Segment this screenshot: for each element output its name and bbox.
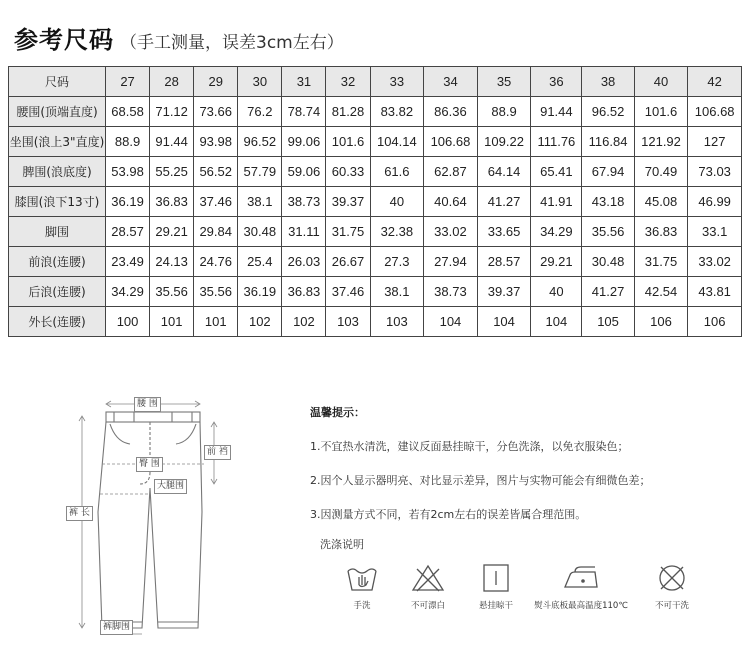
size-value-cell: 36.83: [634, 217, 688, 247]
size-value-cell: 73.66: [194, 97, 238, 127]
size-value-cell: 31.75: [326, 217, 370, 247]
measurement-label: 后浪(连腰): [9, 277, 106, 307]
size-value-cell: 101.6: [326, 127, 370, 157]
size-table: [8, 66, 742, 337]
size-value-cell: 36.19: [238, 277, 282, 307]
no-dry-clean-icon: [655, 563, 689, 593]
size-column-header: 32: [326, 67, 370, 97]
care-item-hand-wash: [334, 563, 390, 611]
hand-wash-icon: [345, 563, 379, 593]
length-label: 裤 长: [66, 506, 93, 521]
size-value-cell: 40: [531, 277, 582, 307]
care-title: 洗涤说明: [320, 538, 364, 551]
size-table-row: [9, 127, 742, 157]
size-value-cell: 40: [370, 187, 424, 217]
size-value-cell: 64.14: [477, 157, 531, 187]
size-value-cell: 60.33: [326, 157, 370, 187]
size-value-cell: 76.2: [238, 97, 282, 127]
size-value-cell: 46.99: [688, 187, 742, 217]
size-value-cell: 42.54: [634, 277, 688, 307]
measurement-label: 前浪(连腰): [9, 247, 106, 277]
front-rise-label: 前 裆: [204, 445, 231, 460]
measurement-label: 脚围: [9, 217, 106, 247]
tip-note-1: 1.不宜热水清洗，建议反面悬挂晾干，分色洗涤，以免衣服染色；: [310, 440, 629, 453]
size-column-header: 42: [688, 67, 742, 97]
size-value-cell: 34.29: [531, 217, 582, 247]
size-value-cell: 41.91: [531, 187, 582, 217]
size-value-cell: 38.1: [238, 187, 282, 217]
size-value-cell: 78.74: [282, 97, 326, 127]
size-value-cell: 36.83: [282, 277, 326, 307]
size-column-header: 34: [424, 67, 478, 97]
page-title: 参考尺码: [14, 26, 114, 54]
pants-diagram: [54, 392, 244, 640]
size-value-cell: 27.94: [424, 247, 478, 277]
size-value-cell: 106.68: [424, 127, 478, 157]
measurement-label: 腰围(顶端直度): [9, 97, 106, 127]
size-value-cell: 33.02: [688, 247, 742, 277]
hang-dry-icon: [479, 563, 513, 593]
size-value-cell: 103: [370, 307, 424, 337]
page-subtitle: （手工测量，误差3cm左右）: [120, 33, 344, 53]
size-value-cell: 23.49: [106, 247, 150, 277]
size-value-cell: 32.38: [370, 217, 424, 247]
size-value-cell: 26.67: [326, 247, 370, 277]
waist-label: 腰 围: [134, 397, 161, 412]
size-value-cell: 73.03: [688, 157, 742, 187]
tips-section: [310, 404, 740, 540]
size-value-cell: 57.79: [238, 157, 282, 187]
care-item-hang-dry: [468, 563, 524, 611]
size-value-cell: 43.81: [688, 277, 742, 307]
size-value-cell: 33.1: [688, 217, 742, 247]
size-value-cell: 116.84: [582, 127, 634, 157]
size-value-cell: 29.21: [150, 217, 194, 247]
size-table-row: [9, 217, 742, 247]
size-value-cell: 59.06: [282, 157, 326, 187]
size-value-cell: 43.18: [582, 187, 634, 217]
care-label-hang-dry: 悬挂晾干: [478, 601, 513, 611]
size-table-row: [9, 277, 742, 307]
size-value-cell: 28.57: [106, 217, 150, 247]
size-table-corner: 尺码: [9, 67, 106, 97]
size-value-cell: 65.41: [531, 157, 582, 187]
size-value-cell: 70.49: [634, 157, 688, 187]
size-table-row: [9, 157, 742, 187]
care-item-no-bleach: [400, 563, 456, 611]
size-value-cell: 83.82: [370, 97, 424, 127]
care-label-hand-wash: 手洗: [353, 601, 371, 611]
size-value-cell: 37.46: [326, 277, 370, 307]
measurement-label: 膝围(浪下13寸): [9, 187, 106, 217]
size-value-cell: 67.94: [582, 157, 634, 187]
size-column-header: 33: [370, 67, 424, 97]
size-column-header: 27: [106, 67, 150, 97]
care-label-no-dry-clean: 不可干洗: [654, 601, 689, 611]
size-value-cell: 36.19: [106, 187, 150, 217]
size-value-cell: 106: [634, 307, 688, 337]
measurement-label: 脾围(浪底度): [9, 157, 106, 187]
size-value-cell: 61.6: [370, 157, 424, 187]
size-value-cell: 38.73: [282, 187, 326, 217]
tips-title: 温馨提示：: [310, 406, 365, 419]
size-value-cell: 88.9: [477, 97, 531, 127]
size-value-cell: 55.25: [150, 157, 194, 187]
size-value-cell: 27.3: [370, 247, 424, 277]
size-header-row: [9, 67, 742, 97]
measurement-label: 外长(连腰): [9, 307, 106, 337]
size-value-cell: 34.29: [106, 277, 150, 307]
size-value-cell: 86.36: [424, 97, 478, 127]
size-value-cell: 88.9: [106, 127, 150, 157]
size-value-cell: 33.02: [424, 217, 478, 247]
size-value-cell: 39.37: [326, 187, 370, 217]
size-value-cell: 56.52: [194, 157, 238, 187]
size-value-cell: 104: [477, 307, 531, 337]
size-value-cell: 103: [326, 307, 370, 337]
size-value-cell: 111.76: [531, 127, 582, 157]
size-value-cell: 102: [238, 307, 282, 337]
size-value-cell: 102: [282, 307, 326, 337]
size-column-header: 29: [194, 67, 238, 97]
size-value-cell: 101.6: [634, 97, 688, 127]
size-column-header: 40: [634, 67, 688, 97]
size-value-cell: 33.65: [477, 217, 531, 247]
size-value-cell: 41.27: [582, 277, 634, 307]
care-label-no-bleach: 不可漂白: [410, 601, 445, 611]
size-value-cell: 35.56: [582, 217, 634, 247]
size-value-cell: 68.58: [106, 97, 150, 127]
size-value-cell: 41.27: [477, 187, 531, 217]
size-value-cell: 35.56: [194, 277, 238, 307]
size-table-row: [9, 97, 742, 127]
size-column-header: 30: [238, 67, 282, 97]
size-value-cell: 71.12: [150, 97, 194, 127]
size-value-cell: 127: [688, 127, 742, 157]
size-value-cell: 109.22: [477, 127, 531, 157]
size-column-header: 31: [282, 67, 326, 97]
size-value-cell: 121.92: [634, 127, 688, 157]
size-value-cell: 25.4: [238, 247, 282, 277]
size-column-header: 35: [477, 67, 531, 97]
size-value-cell: 37.46: [194, 187, 238, 217]
size-table-row: [9, 307, 742, 337]
size-table-row: [9, 247, 742, 277]
thigh-label: 大腿围: [154, 479, 187, 494]
size-value-cell: 96.52: [582, 97, 634, 127]
size-value-cell: 62.87: [424, 157, 478, 187]
size-value-cell: 40.64: [424, 187, 478, 217]
size-value-cell: 104: [531, 307, 582, 337]
care-item-iron: [526, 563, 636, 611]
size-column-header: 38: [582, 67, 634, 97]
size-value-cell: 39.37: [477, 277, 531, 307]
size-value-cell: 104: [424, 307, 478, 337]
size-value-cell: 81.28: [326, 97, 370, 127]
size-value-cell: 26.03: [282, 247, 326, 277]
size-table-row: [9, 187, 742, 217]
size-value-cell: 105: [582, 307, 634, 337]
size-table-body: [9, 97, 742, 337]
size-value-cell: 100: [106, 307, 150, 337]
size-value-cell: 53.98: [106, 157, 150, 187]
size-value-cell: 31.11: [282, 217, 326, 247]
size-value-cell: 45.08: [634, 187, 688, 217]
measurement-label: 坐围(浪上3"直度): [9, 127, 106, 157]
tip-note-2: 2.因个人显示器明亮、对比显示差异，图片与实物可能会有细微色差；: [310, 474, 651, 487]
hip-label: 臀 围: [136, 457, 163, 472]
iron-icon: [561, 563, 601, 593]
page-heading: [14, 20, 344, 55]
size-value-cell: 91.44: [150, 127, 194, 157]
size-column-header: 36: [531, 67, 582, 97]
size-value-cell: 106: [688, 307, 742, 337]
tip-note-3: 3.因测量方式不同，若有2cm左右的误差皆属合理范围。: [310, 508, 587, 521]
size-value-cell: 101: [194, 307, 238, 337]
size-value-cell: 30.48: [582, 247, 634, 277]
hem-label: 裤脚围: [100, 620, 133, 635]
size-value-cell: 96.52: [238, 127, 282, 157]
size-value-cell: 30.48: [238, 217, 282, 247]
size-value-cell: 91.44: [531, 97, 582, 127]
size-column-header: 28: [150, 67, 194, 97]
size-value-cell: 24.76: [194, 247, 238, 277]
size-value-cell: 93.98: [194, 127, 238, 157]
care-label-iron: 熨斗底板最高温度110℃: [534, 601, 628, 611]
size-value-cell: 106.68: [688, 97, 742, 127]
size-value-cell: 36.83: [150, 187, 194, 217]
size-value-cell: 38.1: [370, 277, 424, 307]
size-value-cell: 29.84: [194, 217, 238, 247]
care-icons: [334, 563, 704, 623]
size-value-cell: 99.06: [282, 127, 326, 157]
size-value-cell: 31.75: [634, 247, 688, 277]
size-value-cell: 29.21: [531, 247, 582, 277]
size-value-cell: 38.73: [424, 277, 478, 307]
size-value-cell: 101: [150, 307, 194, 337]
size-value-cell: 24.13: [150, 247, 194, 277]
size-value-cell: 28.57: [477, 247, 531, 277]
no-bleach-icon: [411, 563, 445, 593]
size-value-cell: 104.14: [370, 127, 424, 157]
size-value-cell: 35.56: [150, 277, 194, 307]
care-item-no-dry-clean: [644, 563, 700, 611]
